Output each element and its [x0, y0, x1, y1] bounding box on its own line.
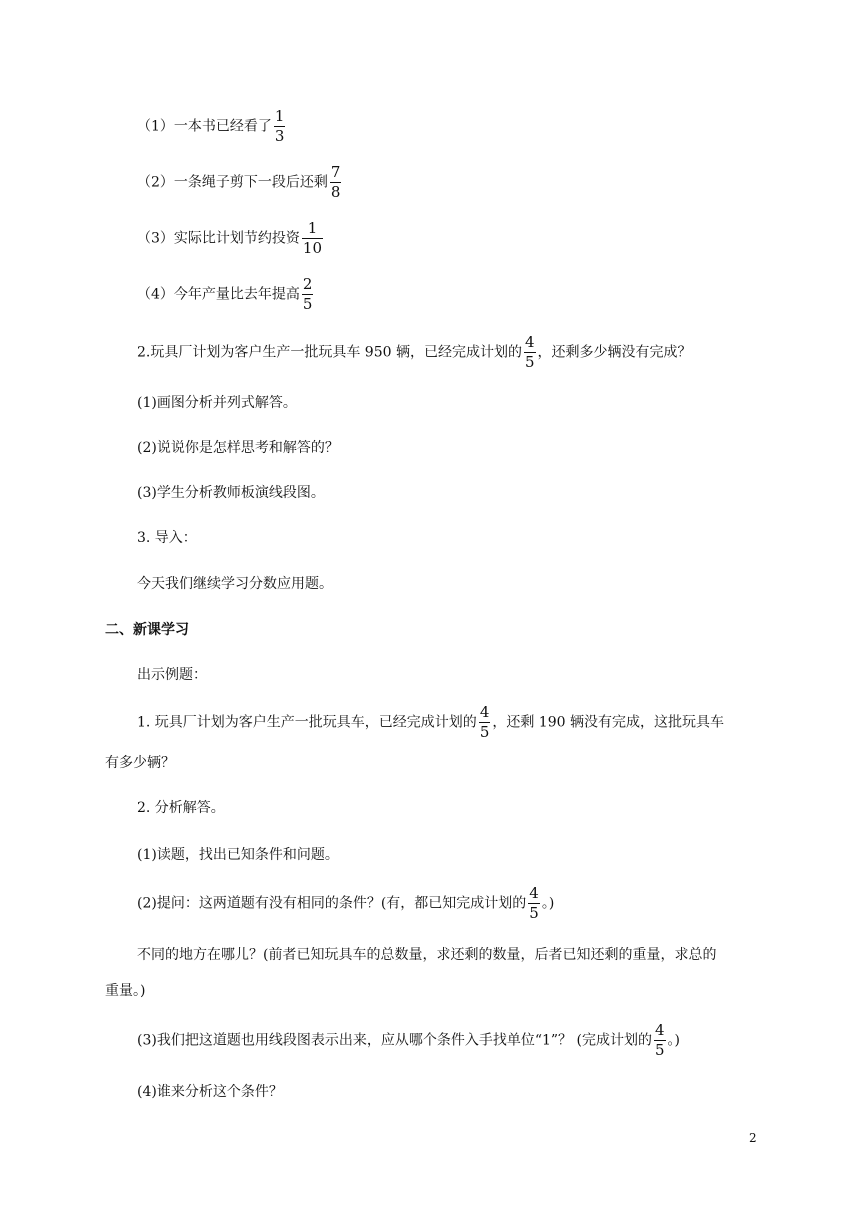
fraction-denominator: 5	[524, 353, 535, 371]
question-2-text: 2.玩具厂计划为客户生产一批玩具车 950 辆，已经完成计划的	[137, 344, 522, 361]
fraction	[479, 704, 491, 741]
fraction-numerator: 1	[274, 107, 285, 125]
example-2-sub-1: (1)读题，找出已知条件和问题。	[137, 847, 339, 863]
example-2-sub-3	[137, 1022, 680, 1059]
fraction-denominator: 3	[274, 127, 285, 145]
fraction-numerator: 4	[524, 333, 535, 351]
fraction	[302, 276, 314, 313]
question-2-sub-3: (3)学生分析教师板演线段图。	[137, 485, 325, 501]
fraction-denominator: 5	[479, 723, 490, 741]
example-label: 出示例题：	[137, 667, 207, 683]
fraction	[528, 885, 540, 922]
example-2-sub-2-text: (2)提问：这两道题有没有相同的条件？(有，都已知完成计划的	[137, 895, 527, 912]
item-3	[137, 220, 325, 257]
fraction-denominator: 10	[302, 239, 323, 257]
fraction	[330, 164, 342, 201]
fraction	[654, 1022, 666, 1059]
question-2-text-end: ，还剩多少辆没有完成？	[537, 344, 692, 361]
item-1-text: （1）一本书已经看了	[137, 118, 272, 135]
example-1-continuation: 有多少辆？	[105, 755, 175, 771]
example-2-sub-3-text-end: 。)	[667, 1032, 680, 1049]
fraction-numerator: 7	[330, 163, 341, 181]
fraction-numerator: 1	[307, 219, 318, 237]
fraction-denominator: 8	[330, 183, 341, 201]
item-2-text: （2）一条绳子剪下一段后还剩	[137, 174, 328, 191]
difference-line-1: 不同的地方在哪儿？(前者已知玩具车的总数量，求还剩的数量，后者已知还剩的重量，求总的	[137, 947, 717, 963]
example-2-sub-2-text-end: 。)	[541, 895, 555, 912]
item-2	[137, 164, 343, 201]
question-2-sub-2: (2)说说你是怎样思考和解答的？	[137, 440, 339, 456]
fraction-denominator: 5	[302, 295, 313, 313]
example-2-sub-2	[137, 885, 554, 922]
question-2-sub-1: (1)画图分析并列式解答。	[137, 395, 297, 411]
fraction-denominator: 5	[529, 904, 539, 922]
example-1	[137, 704, 724, 741]
fraction-denominator: 5	[654, 1041, 665, 1059]
item-4	[137, 276, 315, 313]
item-1	[137, 108, 287, 145]
item-3-text: （3）实际比计划节约投资	[137, 230, 300, 247]
difference-line-2: 重量。)	[105, 983, 146, 999]
question-3: 3. 导入：	[137, 530, 197, 546]
fraction	[524, 334, 536, 371]
fraction-numerator: 4	[529, 884, 539, 902]
example-1-text-end: ，还剩 190 辆没有完成，这批玩具车	[492, 714, 724, 731]
fraction-numerator: 2	[302, 275, 313, 293]
example-2: 2. 分析解答。	[137, 800, 225, 816]
question-2	[137, 334, 692, 371]
item-4-text: （4）今年产量比去年提高	[137, 286, 300, 303]
fraction	[302, 220, 323, 257]
fraction	[274, 108, 286, 145]
intro-text: 今天我们继续学习分数应用题。	[137, 576, 333, 592]
example-2-sub-4: (4)谁来分析这个条件？	[137, 1084, 283, 1100]
section-heading: 二、新课学习	[105, 622, 189, 638]
page-number: 2	[749, 1131, 757, 1145]
fraction-numerator: 4	[654, 1021, 665, 1039]
example-1-text: 1. 玩具厂计划为客户生产一批玩具车，已经完成计划的	[137, 714, 477, 731]
example-2-sub-3-text: (3)我们把这道题也用线段图表示出来，应从哪个条件入手找单位“1”？ (完成计划的	[137, 1032, 652, 1049]
fraction-numerator: 4	[479, 703, 490, 721]
